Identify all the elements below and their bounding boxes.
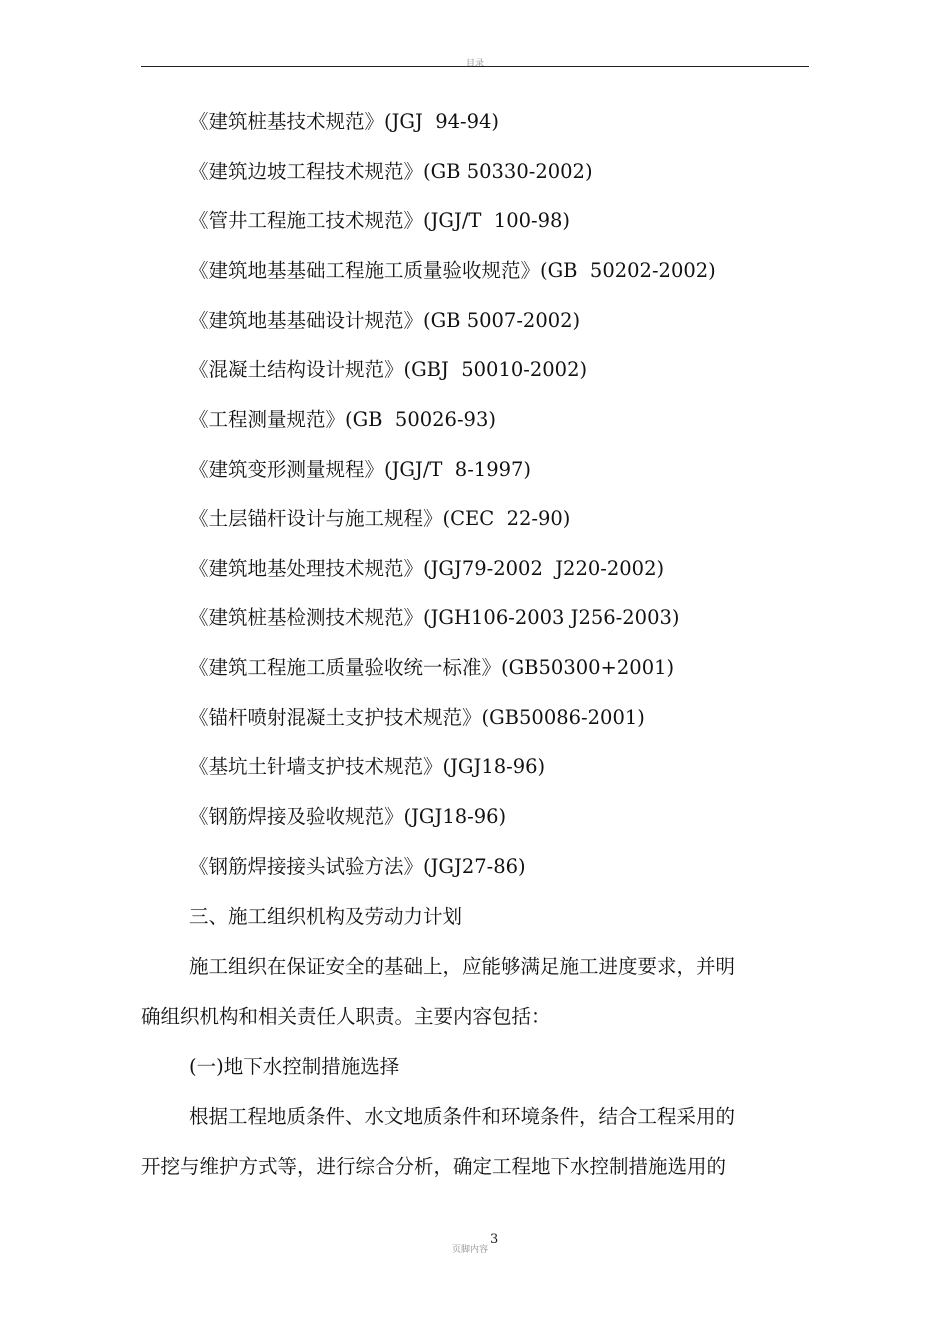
reference-item: 《混凝土结构设计规范》(GBJ 50010-2002) [189, 358, 588, 381]
paragraph-line: 施工组织在保证安全的基础上，应能够满足施工进度要求，并明 [189, 955, 736, 978]
reference-item: 《建筑变形测量规程》(JGJ/T 8-1997) [189, 458, 532, 481]
paragraph-line: 开挖与维护方式等，进行综合分析，确定工程地下水控制措施选用的 [141, 1155, 727, 1178]
reference-item: 《钢筋焊接及验收规范》(JGJ18-96) [189, 805, 507, 828]
reference-item: 《建筑边坡工程技术规范》(GB 50330-2002) [189, 160, 593, 183]
reference-item: 《土层锚杆设计与施工规程》(CEC 22-90) [189, 507, 571, 530]
reference-item: 《建筑地基基础工程施工质量验收规范》(GB 50202-2002) [189, 259, 716, 282]
reference-item: 《建筑工程施工质量验收统一标准》(GB50300+2001) [189, 656, 675, 679]
reference-item: 《建筑地基基础设计规范》(GB 5007-2002) [189, 309, 581, 332]
subheading: (一)地下水控制措施选择 [189, 1055, 400, 1078]
reference-item: 《建筑地基处理技术规范》(JGJ79-2002 J220-2002) [189, 557, 665, 580]
page-number: 3 [490, 1232, 499, 1247]
reference-item: 《锚杆喷射混凝土支护技术规范》(GB50086-2001) [189, 706, 645, 729]
footer-text: 页脚内容 [452, 1245, 489, 1255]
paragraph-line: 根据工程地质条件、水文地质条件和环境条件，结合工程采用的 [189, 1105, 736, 1128]
reference-item: 《管井工程施工技术规范》(JGJ/T 100-98) [189, 209, 571, 232]
reference-item: 《建筑桩基技术规范》(JGJ 94-94) [189, 110, 500, 133]
section-heading: 三、施工组织机构及劳动力计划 [189, 905, 463, 928]
reference-item: 《建筑桩基检测技术规范》(JGH106-2003 J256-2003) [189, 606, 680, 629]
reference-item: 《钢筋焊接接头试验方法》(JGJ27-86) [189, 855, 526, 878]
reference-item: 《基坑土针墙支护技术规范》(JGJ18-96) [189, 755, 546, 778]
header-rule [141, 66, 809, 67]
paragraph-line: 确组织机构和相关责任人职责。主要内容包括： [141, 1005, 551, 1028]
reference-item: 《工程测量规范》(GB 50026-93) [189, 408, 496, 431]
header-text: 目录 [465, 59, 484, 69]
